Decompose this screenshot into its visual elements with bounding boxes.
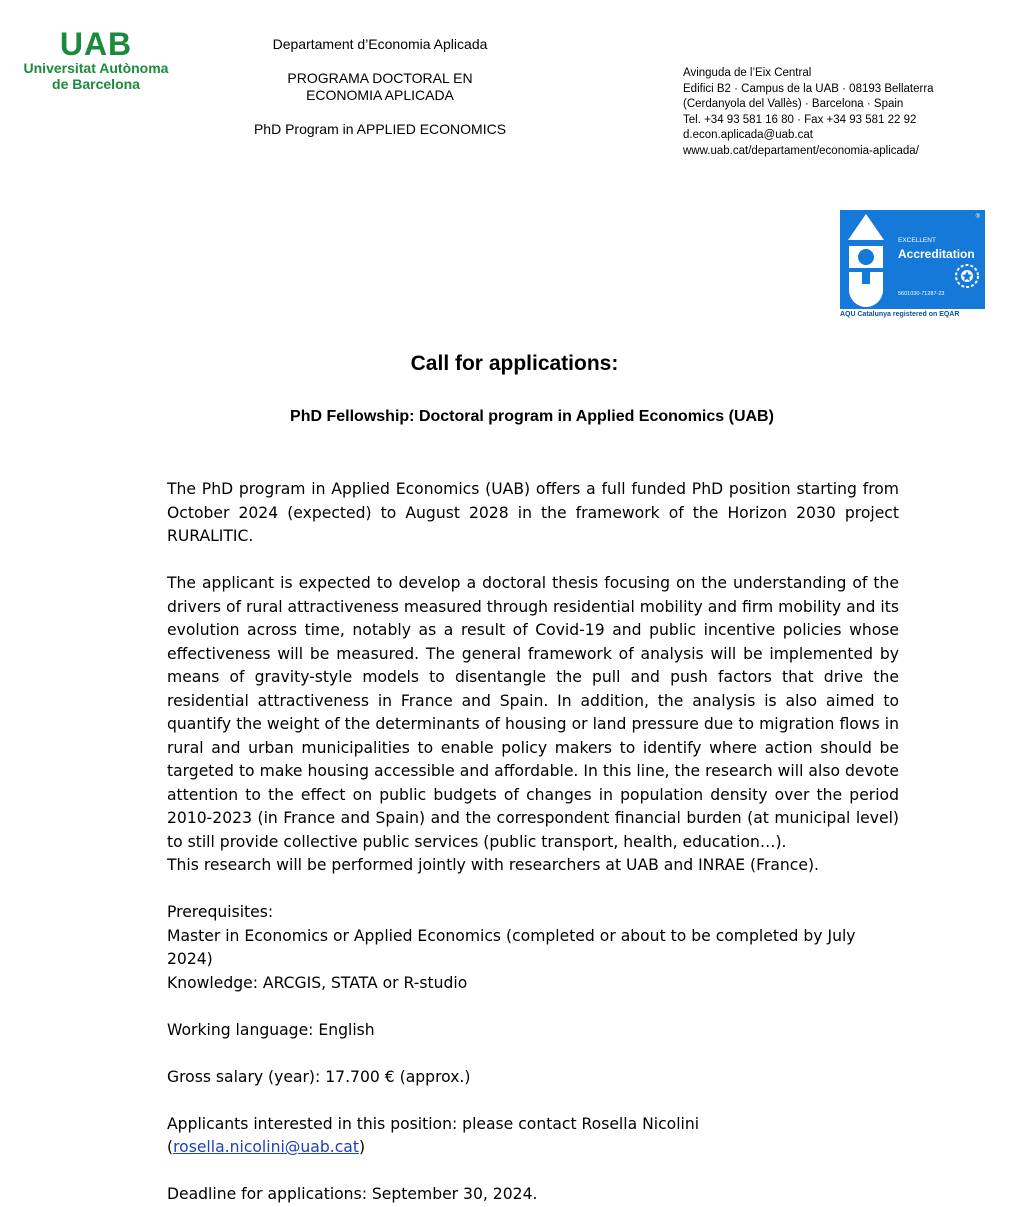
prerequisite-degree: Master in Economics or Applied Economics (completed or about to be completed by July 2024) [167,926,856,968]
address-street: Avinguda de l’Eix Central [683,67,812,79]
aqu-accreditation-label: Accreditation [898,247,975,261]
paragraph-position: The PhD program in Applied Economics (UAB) offers a full funded PhD position starting from October 2024 (expected) to August 2028 in the framework of the Horizon 2030 project RURALITIC. [167,480,899,545]
aqu-accreditation-badge [840,210,985,318]
address-email: d.econ.aplicada@uab.cat [683,129,813,142]
application-deadline: Deadline for applications: September 30, 2024. [167,1185,538,1203]
document-body [167,478,899,1207]
address-city: (Cerdanyola del Vallès) · Barcelona · Spain [683,98,904,111]
paragraph-thesis: The applicant is expected to develop a doctoral thesis focusing on the understanding of the drivers of rural attractiveness measured through residential mobility and firm mobility and its evolution across time, notably as a result of Covid-19 and public incentive policies whose effectiveness will be measured. The general framework of analysis will be implemented by means of gravity-style models to disentangle the pull and push factors that drive the residential attractiveness in France and Spain. In addition, the analysis is also aimed to quantify the weight of the determinants of housing or land pressure due to migration flows in rural and urban municipalities to enable policy makers to identify where action should be targeted to make housing accessible and affordable. In this line, the research will also devote attention to the effect on public budgets of changes in population density over the period 2010-2023 (in France and Spain) and the correspondent financial burden (at municipal level) to still provide collective public services (public transport, health, education…). [167,574,899,851]
address-phone: Tel. +34 93 581 16 80 · Fax +34 93 581 22 92 [683,113,917,126]
program-catalan-line-2: ECONOMIA APLICADA [306,87,454,103]
prerequisites-label: Prerequisites: [167,903,274,921]
aqu-excellent-label: EXCELLENT [898,237,936,244]
aqu-badge-box [840,210,985,309]
program-english: PhD Program in APPLIED ECONOMICS [253,121,507,137]
aqu-registered-mark: ® [975,214,980,220]
address-website: www.uab.cat/departament/economia-aplicada/ [683,144,919,157]
prerequisite-knowledge: Knowledge: ARCGIS, STATA or R-studio [167,973,468,992]
logo-line-2: de Barcelona [52,76,140,92]
program-catalan-line-1: PROGRAMA DOCTORAL EN [287,70,473,86]
logo-line-1: Universitat Autònoma [23,60,169,76]
department-address [683,66,1003,160]
paragraph-collaboration: This research will be performed jointly with researchers at UAB and INRAE (France). [167,856,819,874]
aqu-caption: AQU Catalunya registered on EQAR [840,311,960,318]
page-subtitle: PhD Fellowship: Doctoral program in Applied Economics (UAB) [290,408,774,425]
page-title: Call for applications: [410,352,619,375]
department-header [225,36,535,138]
contact-suffix: ) [358,1138,366,1156]
contact-email-link[interactable]: rosella.nicolini@uab.cat [173,1138,359,1156]
aqu-code: 5601030-71287-23 [898,291,945,297]
contact-prefix: Applicants interested in this position: please contact Rosella Nicolini ( [167,1114,700,1156]
address-building: Edifici B2 · Campus de la UAB · 08193 Bellaterra [683,82,934,95]
uab-logo [16,28,176,92]
logo-abbr: UAB [59,26,133,62]
department-name: Departament d’Economia Aplicada [272,36,488,52]
gross-salary: Gross salary (year): 17.700 € (approx.) [167,1067,471,1086]
working-language: Working language: English [167,1020,375,1039]
contact-line [167,1113,899,1160]
